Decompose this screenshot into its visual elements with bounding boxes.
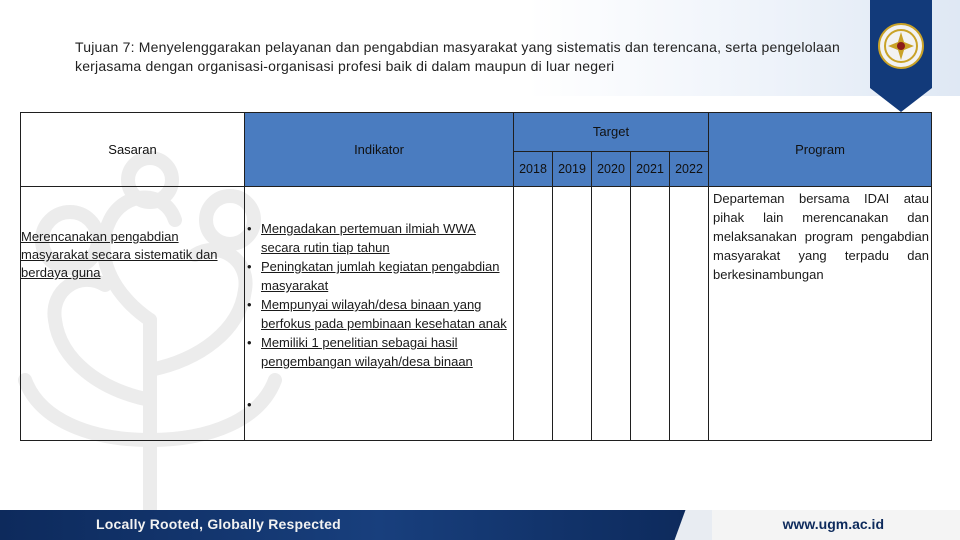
bullet: • [247,297,252,312]
cell-program [709,187,932,441]
indikator-text: Mengadakan pertemuan ilmiah WWA secara rutin tiap tahun [261,221,476,255]
list-item [245,257,513,295]
cell-target-2021 [631,187,670,441]
sasaran-text: Merencanakan pengabdian masyarakat secara sistematik dan berdaya guna [21,229,218,280]
cell-target-2022 [670,187,709,441]
indikator-text: Memiliki 1 penelitian sebagai hasil pengembangan wilayah/desa binaan [261,335,473,369]
header-year-2018: 2018 [514,151,553,186]
list-item [245,295,513,333]
header-target: Target [514,113,709,152]
ugm-emblem-icon [870,0,932,112]
footer-bar [0,510,960,540]
bullet: • [247,259,252,274]
program-text: Departeman bersama IDAI atau pihak lain merencanakan dan melaksanakan program pengabdian masyarakat yang terpadu dan berkesinambungan [713,191,929,282]
header-year-2020: 2020 [592,151,631,186]
header-year-2022: 2022 [670,151,709,186]
header-sasaran: Sasaran [21,113,245,187]
footer-tagline: Locally Rooted, Globally Respected [96,516,341,532]
cell-target-2020 [592,187,631,441]
bullet: • [247,335,252,350]
header-year-2019: 2019 [553,151,592,186]
header-indikator: Indikator [245,113,514,187]
bullet: • [247,221,252,236]
cell-indikator [245,187,514,441]
program-matrix-table [20,112,932,441]
page-title: Tujuan 7: Menyelenggarakan pelayanan dan pengabdian masyarakat yang sistematis dan terencana, serta pengelolaan kerjasama dengan organisasi-organisasi profesi baik di dalam maupun di luar negeri [75,39,840,74]
list-item [245,219,513,257]
header-program: Program [709,113,932,187]
indikator-text: Peningkatan jumlah kegiatan pengabdian masyarakat [261,259,500,293]
website-link[interactable]: www.ugm.ac.id [782,516,884,532]
empty-bullet: • [247,397,252,412]
cell-target-2018 [514,187,553,441]
cell-sasaran [21,187,245,441]
header-year-2021: 2021 [631,151,670,186]
list-item [245,333,513,371]
cell-target-2019 [553,187,592,441]
indikator-text: Mempunyai wilayah/desa binaan yang berfokus pada pembinaan kesehatan anak [261,297,507,331]
indikator-list [245,219,513,371]
